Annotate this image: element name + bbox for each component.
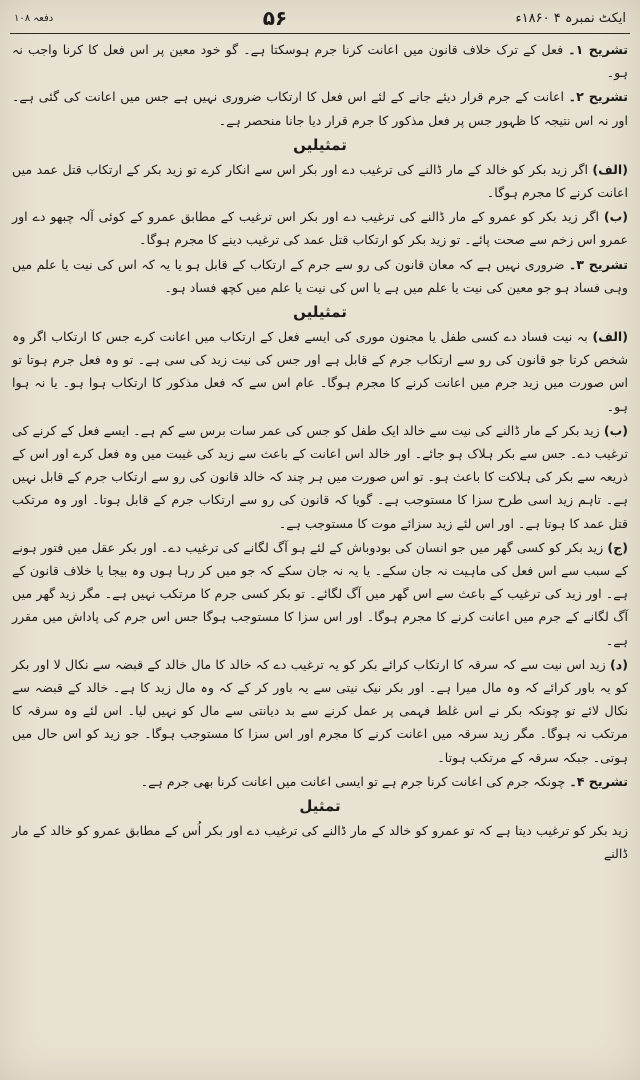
paragraph [12, 325, 628, 418]
paragraph-label: تشریح ۲۔ [568, 89, 628, 105]
paragraph [12, 85, 628, 131]
paragraph-label: تشریح ۳۔ [568, 256, 628, 272]
illustrations-heading: تمثیل [299, 797, 341, 816]
paragraph [12, 205, 628, 251]
paragraph-text: فعل کے ترک خلاف قانون میں اعانت کرنا جرم ہوسکتا ہے۔ گو خود معین پر اس فعل کا کرنا واجب نہ ہو۔ [12, 42, 628, 81]
paragraph [12, 38, 628, 84]
paragraph-text: زید بکر کے مار ڈالنے کی نیت سے خالد ایک طفل کو جس کی عمر سات برس سے کم ہے۔ ایسے فعل کے کرنے کی ترغیب دے۔ جس سے بکر ہلاک ہو جائے۔ اور خالد اس اعانت کے باعث سے زید کی غیبت میں وہ فعل کرے اور اس کے ذریعہ سے بکر کی ہلاکت کا باعث ہو۔ تو اس صورت میں ہر چند کہ خالد قانون کی رو سے ارتکاب جرم کے قابل نہیں ہے۔ تاہم زید اسی طرح سزا کا مستوجب ہے۔ گویا کہ قانون کی رو سے ارتکاب جرم کے قابل ہوتا۔ اور وہ مرتکب قتل عمد کا ہوتا ہے۔ اور اس لئے زید سزائے موت کا مستوجب ہے۔ [12, 422, 628, 531]
paragraph-text: ضروری نہیں ہے کہ معان قانون کی رو سے جرم کے ارتکاب کے قابل ہو یا یہ کہ اس کی نیت یا علم میں وہی فساد ہو جو معین کی نیت یا علم میں ہے یا اس کی نیت یا علم میں کچھ فساد ہو۔ [12, 256, 628, 295]
paragraph [12, 819, 628, 865]
paragraph-label: (الف) [592, 329, 628, 345]
paragraph-label: تشریح ۴۔ [569, 773, 628, 789]
running-title: ایکٹ نمبرہ ۴ ۱۸۶۰ء [515, 10, 626, 26]
page-number: ۵۶ [262, 6, 288, 30]
paragraph-text: اگر زید بکر کو خالد کے مار ڈالنے کی ترغیب دے اور بکر اس سے انکار کرے تو زید بکر کے ارتکاب قتل عمد میں اعانت کرنے کا مجرم ہوگا۔ [12, 161, 628, 201]
paragraph-text: اگر زید بکر کو عمرو کے مار ڈالنے کی ترغیب دے اور بکر اس ترغیب کے مطابق عمرو کے کوئی آلہ چبھو دے اور عمرو اس زخم سے صحت پائے۔ تو زید بکر کو ارتکاب قتل عمد کی ترغیب دینے کا مجرم ہوگا۔ [12, 209, 628, 248]
header-rule [10, 33, 630, 34]
paragraph-text: چونکہ جرم کی اعانت کرنا جرم ہے تو ایسی اعانت میں اعانت کرنا بھی جرم ہے۔ [140, 773, 566, 789]
paragraph-text: بہ نیت فساد دے کسی طفل یا مجنون موری کی ایسے فعل کے ارتکاب میں اعانت کرے جس کا ارتکاب اگر وہ شخص کرتا جو قانون کی رو سے ارتکاب جرم کے قابل ہے اور جس کی نیت زید کی سی ہے۔ تو وہ فعل جرم ہوتا تو اس صورت میں زید جرم میں اعانت کرنے کا مجرم ہوگا۔ عام اس سے کہ فعل مذکور کا ارتکاب ہوا ہو۔ یا نہ ہوا ہو۔ [12, 329, 628, 414]
paragraph-label: (ب) [603, 209, 628, 225]
paragraph-text: زید اس نیت سے کہ سرقہ کا ارتکاب کرائے بکر کو یہ ترغیب دے کہ خالد کا مال خالد کے قبضہ سے نکال لا اور بکر کو یہ باور کرائے کہ وہ مال میرا ہے۔ اور بکر نیک نیتی سے یہ باور کر کے کہ وہ مال زید کا ہے۔ خالد کے قبضہ سے نکال لائے تو چونکہ بکر نے اس غلط فہمی پر عمل کرنے سے بد دیانتی سے مال کو نہیں لیا۔ اس لئے وہ سرقہ کا مرتکب نہ ہوگا۔ مگر زید سرقہ میں اعانت کرنے کا مجرم اور اس سزا کا مستوجب ہوگا۔ جو زید کو اس حال میں ہوتی۔ جبکہ سرقہ کے مرتکب ہوتا۔ [12, 656, 628, 765]
illustrations-heading: تمثیلیں [293, 135, 347, 154]
section-reference: دفعہ ۱۰۸ [14, 12, 54, 24]
paragraph [12, 653, 628, 769]
paragraph-label: (ب) [603, 422, 628, 438]
paragraph [12, 253, 628, 299]
paragraph [12, 536, 628, 652]
paragraph-text: زید بکر کو کسی گھر میں جو انسان کی بودوباش کے لئے ہو آگ لگانے کی ترغیب دے۔ اور بکر عقل میں فتور ہونے کے سبب سے اس فعل کی ماہیت نہ جان سکے۔ یا یہ نہ جان سکے کہ جو میں کر رہا ہوں وہ بیجا یا خلاف قانون کے ہے۔ اور زید کی ترغیب کے باعث سے اس گھر میں آگ لگائے۔ تو بکر کسی جرم کا مرتکب نہیں ہے۔ مگر زید گھر میں آگ لگانے کے جرم میں اعانت کرنے کا مجرم ہوگا۔ اور اس سزا کا مستوجب ہوگا جس اس جرم کی پاداش میں مقرر ہے۔ [12, 539, 628, 648]
paragraph-label: تشریح ۱۔ [568, 42, 628, 57]
page-body [12, 38, 628, 1074]
paragraph-text: زید بکر کو ترغیب دیتا ہے کہ تو عمرو کو خالد کے مار ڈالنے کی ترغیب دے اور بکر اُس کے مطابق عمرو کو خالد کے مار ڈالنے [12, 823, 628, 862]
paragraph-label: (الف) [592, 161, 628, 177]
paragraph-label: (ج) [607, 539, 628, 555]
paragraph [12, 419, 628, 535]
paragraph [12, 770, 628, 793]
illustrations-heading: تمثیلیں [293, 303, 347, 322]
paragraph-label: (د) [610, 656, 628, 672]
paragraph-text: اعانت کے جرم قرار دیئے جانے کے لئے اس فعل کا ارتکاب ضروری نہیں ہے جس میں اعانت کی گئی ہے۔ اور نہ اس نتیجہ کا ظہور جس پر فعل مذکور کا جرم قرار دیا جانا منحصر ہے۔ [12, 89, 628, 128]
paragraph [12, 158, 628, 204]
page-header [14, 6, 626, 30]
